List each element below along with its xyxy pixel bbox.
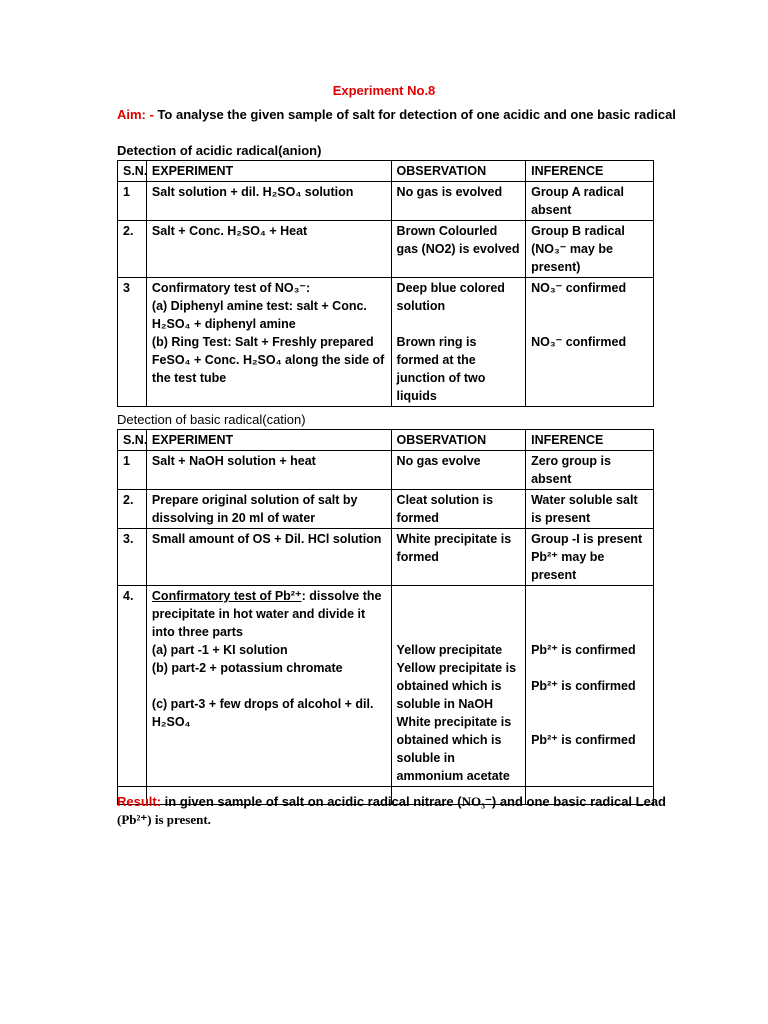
- table-header-row: [118, 430, 654, 451]
- header-inference: INFERENCE: [526, 161, 654, 182]
- inference-b: NO₃⁻ confirmed: [531, 335, 627, 349]
- header-sn: S.N.: [118, 430, 147, 451]
- result-formula-2: (Pb²⁺) is present.: [117, 812, 211, 827]
- table-row: [118, 490, 654, 529]
- table-row: [118, 182, 654, 221]
- confirmatory-text: : dissolve the precipitate in hot water and divide it into three parts: [151, 589, 382, 639]
- observation-a: Deep blue colored solution: [396, 281, 505, 313]
- cell-observation: Cleat solution is formed: [391, 490, 526, 529]
- cell-observation: [391, 586, 526, 787]
- cell-inference: Group -I is present Pb²⁺ may be present: [526, 529, 654, 586]
- cell-sn: 2.: [118, 221, 147, 278]
- cell-sn: 1: [118, 182, 147, 221]
- aim-line: [117, 107, 757, 122]
- test-b: (b) Ring Test: Salt + Freshly prepared FeSO₄ + Conc. H₂SO₄ along the side of the test tube: [151, 335, 385, 385]
- cell-inference: Water soluble salt is present: [526, 490, 654, 529]
- test-a: (a) Diphenyl amine test: salt + Conc. H₂SO₄ + diphenyl amine: [151, 299, 367, 331]
- observation-b: Yellow precipitate is obtained which is soluble in NaOH: [396, 661, 517, 711]
- cell-experiment: Salt + Conc. H₂SO₄ + Heat: [146, 221, 391, 278]
- table-row: [118, 529, 654, 586]
- cell-sn: 2.: [118, 490, 147, 529]
- inference-b: Pb²⁺ is confirmed: [531, 679, 636, 693]
- table-row: [118, 451, 654, 490]
- cell-experiment: Prepare original solution of salt by dissolving in 20 ml of water: [146, 490, 391, 529]
- cell-observation: No gas evolve: [391, 451, 526, 490]
- result-label: Result:: [117, 794, 162, 809]
- observation-c: White precipitate is obtained which is soluble in ammonium acetate: [396, 715, 512, 783]
- cell-inference: [526, 586, 654, 787]
- cell-experiment: Salt solution + dil. H₂SO₄ solution: [146, 182, 391, 221]
- header-sn: S.N.: [118, 161, 147, 182]
- result-formula-1: NO₃⁻: [461, 794, 492, 809]
- cell-experiment: [146, 278, 391, 407]
- header-observation: OBSERVATION: [391, 161, 526, 182]
- part-b: (b) part-2 + potassium chromate: [151, 661, 343, 675]
- cell-sn: 4.: [118, 586, 147, 787]
- inference-c: Pb²⁺ is confirmed: [531, 733, 636, 747]
- basic-table: [117, 429, 654, 805]
- inference-a: Pb²⁺ is confirmed: [531, 643, 636, 657]
- result-paragraph: [117, 793, 677, 829]
- cell-inference: Group A radical absent: [526, 182, 654, 221]
- confirmatory-title: Confirmatory test of Pb²⁺: [151, 589, 302, 603]
- cell-observation: [391, 278, 526, 407]
- observation-a: Yellow precipitate: [396, 643, 503, 657]
- observation-b: Brown ring is formed at the junction of two liquids: [396, 335, 486, 403]
- cell-observation: White precipitate is formed: [391, 529, 526, 586]
- cell-experiment: [146, 586, 391, 787]
- cell-sn: 1: [118, 451, 147, 490]
- table-header-row: [118, 161, 654, 182]
- basic-heading: Detection of basic radical(cation): [117, 412, 306, 427]
- cell-inference: [526, 278, 654, 407]
- header-inference: INFERENCE: [526, 430, 654, 451]
- aim-label: Aim: -: [117, 107, 154, 122]
- cell-observation: No gas is evolved: [391, 182, 526, 221]
- cell-experiment: Salt + NaOH solution + heat: [146, 451, 391, 490]
- table-row: [118, 221, 654, 278]
- confirmatory-title: Confirmatory test of NO₃⁻:: [151, 281, 311, 295]
- header-experiment: EXPERIMENT: [146, 430, 391, 451]
- cell-experiment: Small amount of OS + Dil. HCl solution: [146, 529, 391, 586]
- part-c: (c) part-3 + few drops of alcohol + dil. H₂SO₄: [151, 697, 374, 729]
- cell-inference: Group B radical (NO₃⁻ may be present): [526, 221, 654, 278]
- header-observation: OBSERVATION: [391, 430, 526, 451]
- cell-inference: Zero group is absent: [526, 451, 654, 490]
- acidic-table: [117, 160, 654, 407]
- inference-a: NO₃⁻ confirmed: [531, 281, 627, 295]
- result-text-2: ) and one basic radical Lead: [491, 794, 666, 809]
- acidic-heading: Detection of acidic radical(anion): [117, 143, 322, 158]
- table-row: [118, 586, 654, 787]
- cell-sn: 3: [118, 278, 147, 407]
- header-experiment: EXPERIMENT: [146, 161, 391, 182]
- aim-text: To analyse the given sample of salt for detection of one acidic and one basic radical: [153, 107, 676, 122]
- cell-observation: Brown Colourled gas (NO2) is evolved: [391, 221, 526, 278]
- result-text-1: in given sample of salt on acidic radical nitrare (: [161, 794, 462, 809]
- confirmatory-intro: [152, 587, 386, 641]
- table-row: [118, 278, 654, 407]
- part-a: (a) part -1 + KI solution: [151, 643, 288, 657]
- experiment-title: Experiment No.8: [332, 83, 436, 98]
- cell-sn: 3.: [118, 529, 147, 586]
